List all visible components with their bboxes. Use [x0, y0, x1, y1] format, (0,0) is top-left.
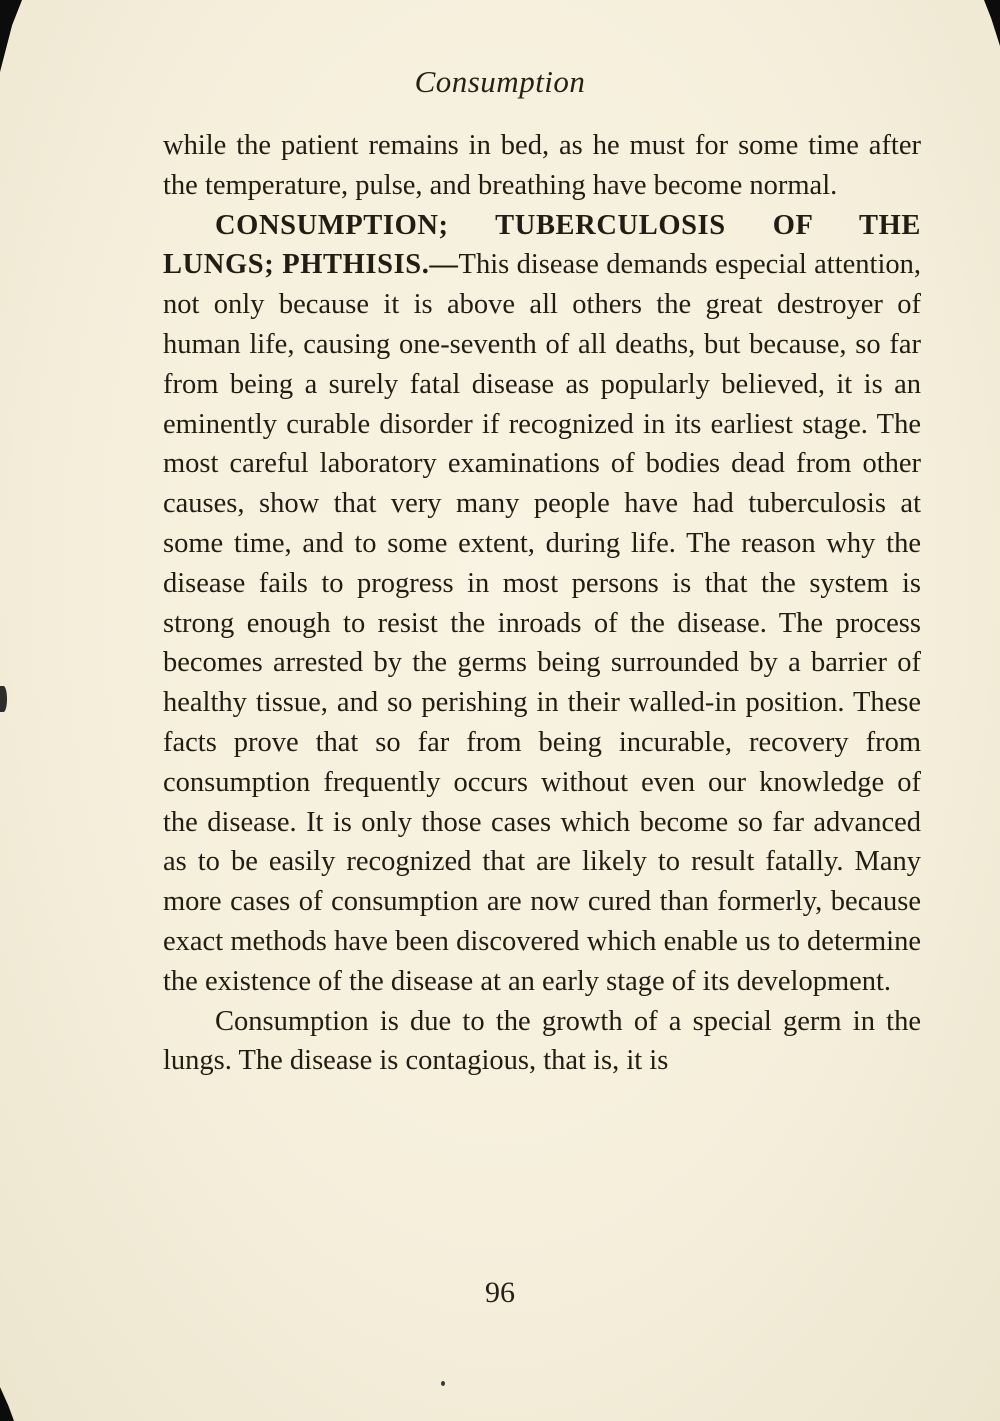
scan-artifact-top-left	[0, 0, 22, 72]
scan-artifact-speck	[441, 1381, 445, 1386]
text-block	[163, 126, 921, 1081]
paragraph-consumption-section	[163, 206, 921, 1002]
scan-artifact-left-edge	[0, 686, 7, 712]
scan-artifact-bottom-left	[0, 1387, 14, 1421]
scan-artifact-top-right	[984, 0, 1000, 46]
running-head: Consumption	[414, 64, 586, 99]
paragraph-continuation: while the patient remains in bed, as he must for some time after the temperature, pulse, and breathing have become normal.	[163, 130, 921, 201]
section-heading-bold: CONSUMPTION; TUBERCULOSIS OF THE LUNGS; PHTHISIS.—	[163, 209, 921, 281]
paragraph-germ: Consumption is due to the growth of a special germ in the lungs. The disease is contagious, that is, it is	[163, 1005, 921, 1077]
page-number: 96	[485, 1276, 515, 1309]
section-body-text: This disease demands especial attention, not only because it is above all others the great destroyer of human life, causing one-seventh of all deaths, but because, so far from being a surely fatal disease as popularly believed, it is an eminently curable disorder if recognized in its earliest stage. The most careful laboratory examinations of bodies dead from other causes, show that very many people have had tuberculosis at some time, and to some extent, during life. The reason why the disease fails to progress in most persons is that the system is strong enough to resist the inroads of the disease. The process becomes arrested by the germs being surrounded by a barrier of healthy tissue, and so perishing in their walled-in position. These facts prove that so far from being incurable, recovery from consumption frequently occurs without even our knowledge of the disease. It is only those cases which become so far advanced as to be easily recognized that are likely to result fatally. Many more cases of consumption are now cured than formerly, because exact methods have been discovered which enable us to determine the existence of the disease at an early stage of its development.	[163, 249, 921, 997]
